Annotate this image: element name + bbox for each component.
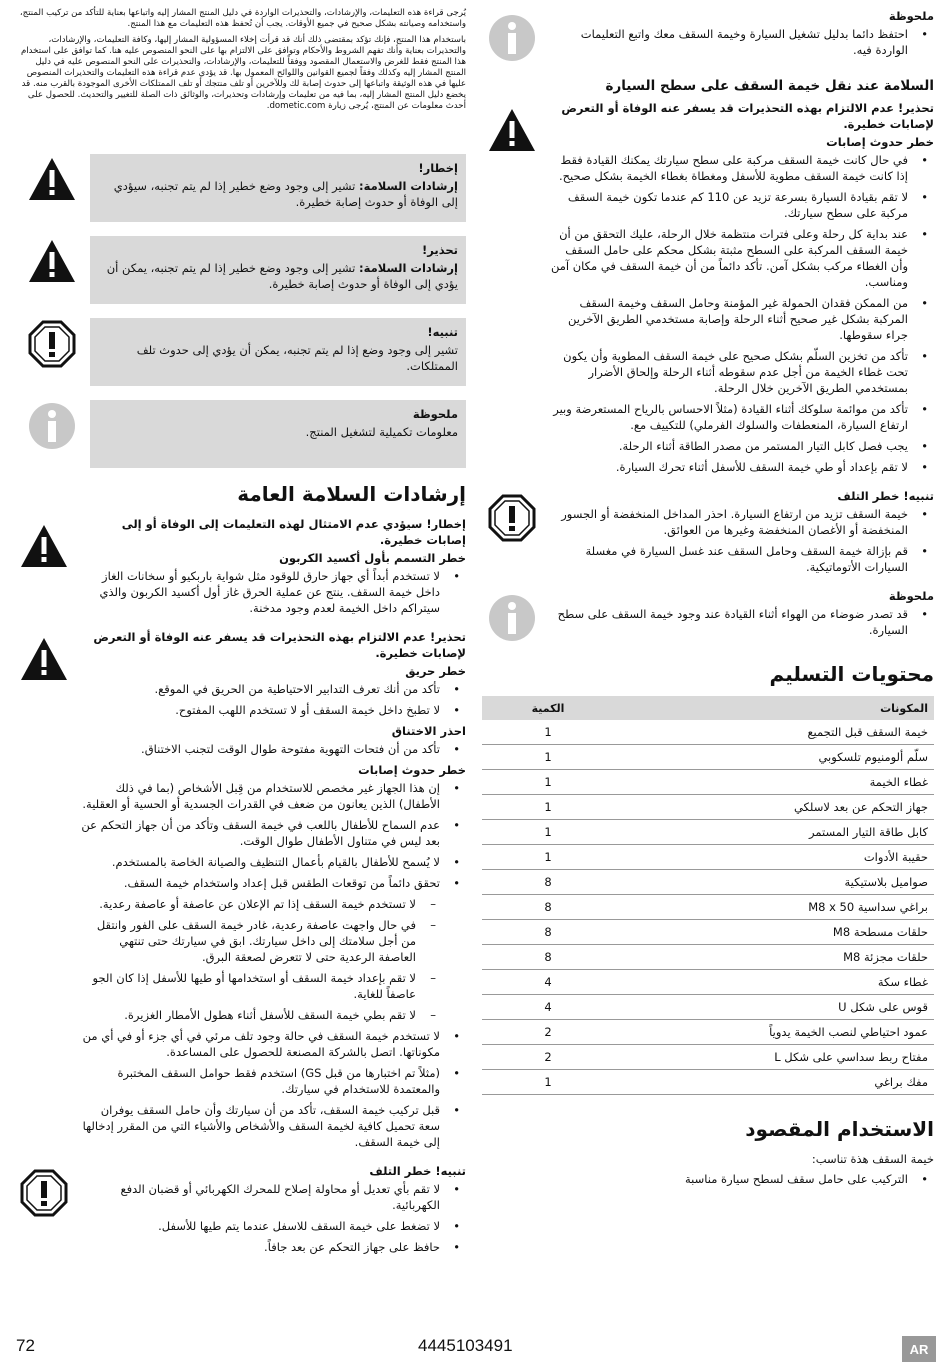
list-item: • عند بداية كل رحلة وعلى فترات منتظمة خلال الرحلة، عليك التحقق من أن خيمة السقف المركبة على السطح مثبتة بشكل محكم على حامل السقف وأن الغطاء مركب بشكل آمن. تأكد دائماً من أن خيمة السقف في مكان آمن ومناسب. bbox=[548, 226, 934, 290]
component-cell: حلقات مسطحة M8 bbox=[614, 920, 934, 945]
notice-danger bbox=[14, 154, 466, 222]
list-item: • لا تضغط على خيمة السقف للاسفل عندما يتم طيها للأسفل. bbox=[80, 1218, 466, 1234]
transport-damage-block bbox=[482, 488, 934, 580]
notice-title: تنبيه! bbox=[427, 325, 458, 339]
table-row bbox=[482, 745, 934, 770]
component-cell: غطاء سكة bbox=[614, 970, 934, 995]
intro-paragraph-1: يُرجى قراءة هذه التعليمات، والإرشادات، والتحذيرات الواردة في دليل المنتج المشار إليه واتباعها بعناية للتأكد من تركيب المنتج، واستخدامه وصيانته بشكل صحيح في جميع الأوقات. يجب أن تُحفظ هذه التعليمات مع هذا المنتج. bbox=[19, 8, 466, 29]
intended-use-intro: خيمة السقف هذة تناسب: bbox=[811, 1152, 934, 1166]
list-item: • من الممكن فقدان الحمولة غير المؤمنة وحامل السقف وخيمة السقف المركبة بشكل غير صحيح أثناء الرحلة وإصابة مستخدمي الطريق الآخرين جراء سقوطها. bbox=[548, 295, 934, 343]
note-title: ملحوظة bbox=[888, 589, 934, 603]
list-item: • تأكد من تخزين السلّم بشكل صحيح على خيمة السقف المطوية وأن يكون تحت غطاء الخيمة من أجل عدم سقوطه أثناء الرحلة وإلحاق الأضرار بمستخدمي الطريق الآخرين خلال الرحلة. bbox=[548, 348, 934, 396]
list-item: • قم بإزالة خيمة السقف وحامل السقف عند غسل السيارة في مغسلة السيارات الأتوماتيكية. bbox=[548, 543, 934, 575]
component-cell: قوس على شكل U bbox=[614, 995, 934, 1020]
notice-caution bbox=[14, 318, 466, 386]
table-row bbox=[482, 820, 934, 845]
caution-octagon-icon bbox=[14, 1163, 74, 1223]
table-row bbox=[482, 720, 934, 745]
general-safety-heading: إرشادات السلامة العامة bbox=[237, 482, 466, 506]
transport-damage-list bbox=[548, 506, 934, 575]
notice-title: ملحوظة bbox=[412, 407, 458, 421]
warning-triangle-icon bbox=[14, 236, 90, 284]
component-cell: عمود احتياطي لنصب الخيمة يدوياً bbox=[614, 1020, 934, 1045]
info-icon bbox=[482, 588, 542, 648]
fire-title: خطر حريق bbox=[405, 664, 466, 678]
quantity-cell: 8 bbox=[482, 945, 614, 970]
table-row bbox=[482, 795, 934, 820]
left-column bbox=[14, 8, 466, 1268]
column-header-component: المكونات bbox=[614, 696, 934, 720]
list-item: • لا يُسمح للأطفال بالقيام بأعمال التنظيف والصيانة الخاصة بالمستخدم. bbox=[80, 854, 466, 870]
general-warning-block bbox=[14, 629, 466, 1155]
intro-text bbox=[14, 8, 466, 138]
component-cell: مفتاح ربط سداسي على شكل L bbox=[614, 1045, 934, 1070]
notice-text: تشير إلى وجود وضع خطير إذا لم يتم تجنبه، يمكن أن يؤدي إلى الوفاة أو حدوث إصابة خطيرة. bbox=[106, 261, 458, 291]
component-cell: خيمة السقف قبل التجميع bbox=[614, 720, 934, 745]
note-block-2 bbox=[482, 588, 934, 648]
damage-title: تنبيه! خطر التلف bbox=[837, 489, 934, 503]
warning-heading: تحذير! عدم الالتزام بهذه التحذيرات قد يسفر عنه الوفاة أو التعرض لإصابات خطيرة. bbox=[561, 101, 934, 131]
notice-label: إرشادات السلامة: bbox=[359, 179, 458, 193]
list-item: • تأكد من موائمة سلوكك أثناء القيادة (مثلاً الاحساس بالرياح المستعرضة وبير ارتفاع السيارة، المنعطفات والسلوك الفرملي) للتكييف مع. bbox=[548, 401, 934, 433]
list-item: • التركيب على حامل سقف لسطح سيارة مناسبة bbox=[482, 1171, 934, 1187]
transport-list bbox=[548, 152, 934, 475]
table-row bbox=[482, 945, 934, 970]
warning-heading: تحذير! عدم الالتزام بهذه التحذيرات قد يسفر عنه الوفاة أو التعرض لإصابات خطيرة. bbox=[93, 630, 466, 660]
list-item: • عدم السماح للأطفال باللعب في خيمة السقف وتأكد من أن جهاز التحكم عن بعد ليس في متناول الأطفال طوال الوقت. bbox=[80, 817, 466, 849]
component-cell: حلقات مجزئة M8 bbox=[614, 945, 934, 970]
list-item: • قبل تركيب خيمة السقف، تأكد من أن سيارتك وأن حامل السقف يوفران سعة تحميل كافية لخيمة السقف والأشخاص والأشياء التي من المقرر إدخالها إلى خيمة السقف. bbox=[80, 1102, 466, 1150]
quantity-cell: 8 bbox=[482, 895, 614, 920]
danger-heading: إخطار! سيؤدي عدم الامتثال لهذه التعليمات إلى الوفاة أو إلى إصابات خطيرة. bbox=[121, 517, 466, 547]
quantity-cell: 4 bbox=[482, 995, 614, 1020]
contents-heading: محتويات التسليم bbox=[769, 662, 934, 686]
co-list bbox=[80, 568, 466, 616]
right-column bbox=[482, 8, 934, 1192]
list-item: • يجب فصل كابل التيار المستمر من مصدر الطاقة أثناء الرحلة. bbox=[548, 438, 934, 454]
list-item: • لا تستخدم خيمة السقف في حالة وجود تلف مرئي في أي جزء أو في أي من مكوناتها. اتصل بالشركة المصنعة للحصول على المساعدة. bbox=[80, 1028, 466, 1060]
table-row bbox=[482, 870, 934, 895]
quantity-cell: 2 bbox=[482, 1045, 614, 1070]
table-row bbox=[482, 995, 934, 1020]
quantity-cell: 1 bbox=[482, 1070, 614, 1095]
note-list bbox=[548, 606, 934, 638]
notice-title: إخطار! bbox=[418, 161, 458, 175]
quantity-cell: 1 bbox=[482, 820, 614, 845]
sub-list-item: – لا تقم بإعداد خيمة السقف أو استخدامها أو طيها للأسفل إذا كان الجو عاصفاً للغاية. bbox=[80, 970, 466, 1002]
component-cell: صواميل بلاستيكية bbox=[614, 870, 934, 895]
injury-list bbox=[80, 780, 466, 1150]
general-danger-block bbox=[14, 516, 466, 621]
warning-triangle-icon bbox=[14, 516, 74, 576]
note-title: ملحوظة bbox=[888, 9, 934, 23]
contents-table bbox=[482, 696, 934, 1095]
notice-text: تشير إلى وجود وضع خطير إذا لم يتم تجنبه، سيؤدي إلى الوفاة أو حدوث إصابة خطيرة. bbox=[113, 179, 458, 209]
notice-warning bbox=[14, 236, 466, 304]
quantity-cell: 1 bbox=[482, 845, 614, 870]
intended-use-list bbox=[482, 1171, 934, 1187]
list-item: • في حال كانت خيمة السقف مركبة على سطح سيارتك يمكنك القيادة فقط إذا كانت خيمة السقف مطوية للأسفل ومغطاة بغطاء الخيمة بشكل صحيح. bbox=[548, 152, 934, 184]
intended-use-heading: الاستخدام المقصود bbox=[745, 1117, 934, 1141]
list-item: • خيمة السقف تزيد من ارتفاع السيارة. احذر المداخل المنخفضة أو الجسور المنخفضة أو الأغصان المنخفضة وغيرها من العوائق. bbox=[548, 506, 934, 538]
column-header-qty: الكمية bbox=[482, 696, 614, 720]
component-cell: سلّم ألومنيوم تلسكوبي bbox=[614, 745, 934, 770]
language-badge: AR bbox=[902, 1336, 936, 1362]
list-item: • (مثلاً تم اختبارها من قبل GS) استخدم فقط حوامل السقف المختبرة والمعتمدة للاستخدام في سيارتك. bbox=[80, 1065, 466, 1097]
list-item: • احتفظ دائما بدليل تشغيل السيارة وخيمة السقف معك واتبع التعليمات الواردة فيه. bbox=[548, 26, 934, 58]
note-list bbox=[548, 26, 934, 58]
quantity-cell: 1 bbox=[482, 720, 614, 745]
notice-note bbox=[14, 400, 466, 468]
damage-list bbox=[80, 1181, 466, 1255]
warning-triangle-icon bbox=[14, 154, 90, 202]
note-block-1 bbox=[482, 8, 934, 68]
info-icon bbox=[14, 400, 90, 450]
transport-warning-block bbox=[482, 100, 934, 480]
list-item: • لا تستخدم أبداً أي جهاز حارق للوقود مثل شواية باربكيو أو سخانات الغاز داخل خيمة السقف. ينتج عن عملية الحرق غاز أول أكسيد الكربون والذي سيتراكم داخل الخيمة لعدم وجود مدخنة. bbox=[80, 568, 466, 616]
transport-heading: السلامة عند نقل خيمة السقف على سطح السيارة bbox=[605, 78, 934, 94]
quantity-cell: 1 bbox=[482, 795, 614, 820]
component-cell: غطاء الخيمة bbox=[614, 770, 934, 795]
injury-title: خطر حدوث إصابات bbox=[826, 135, 934, 149]
list-item: • لا تقم بإعداد أو طي خيمة السقف للأسفل أثناء تحرك السيارة. bbox=[548, 459, 934, 475]
quantity-cell: 8 bbox=[482, 870, 614, 895]
sub-list-item: – لا تستخدم خيمة السقف إذا تم الإعلان عن عاصفة أو عاصفة رعدية. bbox=[80, 896, 466, 912]
list-item: • إن هذا الجهاز غير مخصص للاستخدام من قِبل الأشخاص (بما في ذلك الأطفال) الذين يعانون من ضعف في القدرات الجسدية أو الحسية أو العقلية. bbox=[80, 780, 466, 812]
component-cell: براغي سداسية M8 x 50 bbox=[614, 895, 934, 920]
list-item: • قد تصدر ضوضاء من الهواء أثناء القيادة عند وجود خيمة السقف على سطح السيارة. bbox=[548, 606, 934, 638]
list-item: • لا تطبخ داخل خيمة السقف أو لا تستخدم اللهب المفتوح. bbox=[80, 702, 466, 718]
warning-triangle-icon bbox=[14, 629, 74, 689]
table-row bbox=[482, 1020, 934, 1045]
intro-paragraph-2: باستخدام هذا المنتج، فإنك تؤكد بمقتضى ذلك أنك قد قرأت إخلاء المسؤولية المشار إليها، وكافة التعليمات، والإرشادات، والتحذيرات بعناية وأنك تفهم الشروط والأحكام وتوافق على الالتزام بها على النحو المنصوص عليه هنا. كما توافق على استخدام هذا المنتج فقط للغرض والاستعمال المقصود ووفقاً للتعليمات، والإرشادات، والتحذيرات على النحو المنصوص عليه في دليل المنتج المشار إليه وكذلك وفقاً لجميع القوانين واللوائح المعمول بها. قد يؤدي عدم قراءة هذه التعليمات والتحذيرات المنصوص عليها في هذه الوثيقة واتباعها إلى حدوث إصابة لك وللآخرين أو تلف منتجك أو تلف الممتلكات الأخرى الموجودة بالقرب منه. قد يخضع دليل المنتج المشار إليه، بما فيه من تعليمات وإرشادات وتحذيرات، والوثائق ذات الصلة للتغيير والتحديث. للحصول على أحدث معلومات عن المنتج، يُرجى زيارة dometic.com. bbox=[20, 35, 466, 111]
page-number: 72 bbox=[16, 1336, 35, 1355]
injury-title: خطر حدوث إصابات bbox=[358, 763, 466, 777]
notice-title: تحذير! bbox=[422, 243, 458, 257]
quantity-cell: 4 bbox=[482, 970, 614, 995]
quantity-cell: 2 bbox=[482, 1020, 614, 1045]
table-row bbox=[482, 1070, 934, 1095]
damage-title: تنبيه! خطر التلف bbox=[369, 1164, 466, 1178]
fire-list bbox=[80, 681, 466, 718]
notice-label: إرشادات السلامة: bbox=[359, 261, 458, 275]
quantity-cell: 1 bbox=[482, 770, 614, 795]
co-title: خطر التسمم بأول أكسيد الكربون bbox=[279, 551, 466, 565]
quantity-cell: 1 bbox=[482, 745, 614, 770]
component-cell: حقيبة الأدوات bbox=[614, 845, 934, 870]
notice-text: تشير إلى وجود وضع إذا لم يتم تجنبه، يمكن أن يؤدي إلى حدوث تلف الممتلكات. bbox=[136, 343, 458, 373]
table-row bbox=[482, 770, 934, 795]
table-row bbox=[482, 970, 934, 995]
general-damage-block bbox=[14, 1163, 466, 1260]
list-item: • تحقق دائماً من توقعات الطقس قبل إعداد واستخدام خيمة السقف. bbox=[80, 875, 466, 891]
document-number: 4445103491 bbox=[418, 1336, 513, 1355]
component-cell: جهاز التحكم عن بعد لاسلكي bbox=[614, 795, 934, 820]
caution-octagon-icon bbox=[14, 318, 90, 368]
table-row bbox=[482, 1045, 934, 1070]
suffocation-list bbox=[80, 741, 466, 757]
table-row bbox=[482, 895, 934, 920]
sub-list-item: – في حال واجهت عاصفة رعدية، غادر خيمة السقف على الفور وانتقل من أجل سلامتك إلى داخل سيارتك. ابق في سيارتك حتى تنتهي العاصفة الرعدية حتى لا تتعرض لصعقة البرق. bbox=[80, 917, 466, 965]
notice-text: معلومات تكميلية لتشغيل المنتج. bbox=[305, 425, 458, 439]
list-item: • تأكد من أنك تعرف التدابير الاحتياطية من الحريق في الموقع. bbox=[80, 681, 466, 697]
table-row bbox=[482, 845, 934, 870]
list-item: • حافظ على جهاز التحكم عن بعد جافاً. bbox=[80, 1239, 466, 1255]
component-cell: كابل طاقة التيار المستمر bbox=[614, 820, 934, 845]
quantity-cell: 8 bbox=[482, 920, 614, 945]
info-icon bbox=[482, 8, 542, 68]
warning-triangle-icon bbox=[482, 100, 542, 160]
component-cell: مفك براغي bbox=[614, 1070, 934, 1095]
list-item: • لا تقم بقيادة السيارة بسرعة تزيد عن 110 كم عندما تكون خيمة السقف مركبة على سطح سيارتك. bbox=[548, 189, 934, 221]
list-item: • تأكد من أن فتحات التهوية مفتوحة طوال الوقت لتجنب الاختناق. bbox=[80, 741, 466, 757]
list-item: • لا تقم بأي تعديل أو محاولة إصلاح للمحرك الكهربائي أو قضبان الدفع الكهربائية. bbox=[80, 1181, 466, 1213]
table-row bbox=[482, 920, 934, 945]
sub-list-item: – لا تقم بطي خيمة السقف للأسفل أثناء هطول الأمطار الغزيرة. bbox=[80, 1007, 466, 1023]
caution-octagon-icon bbox=[482, 488, 542, 548]
suffocation-title: احذر الاختناق bbox=[391, 724, 466, 738]
